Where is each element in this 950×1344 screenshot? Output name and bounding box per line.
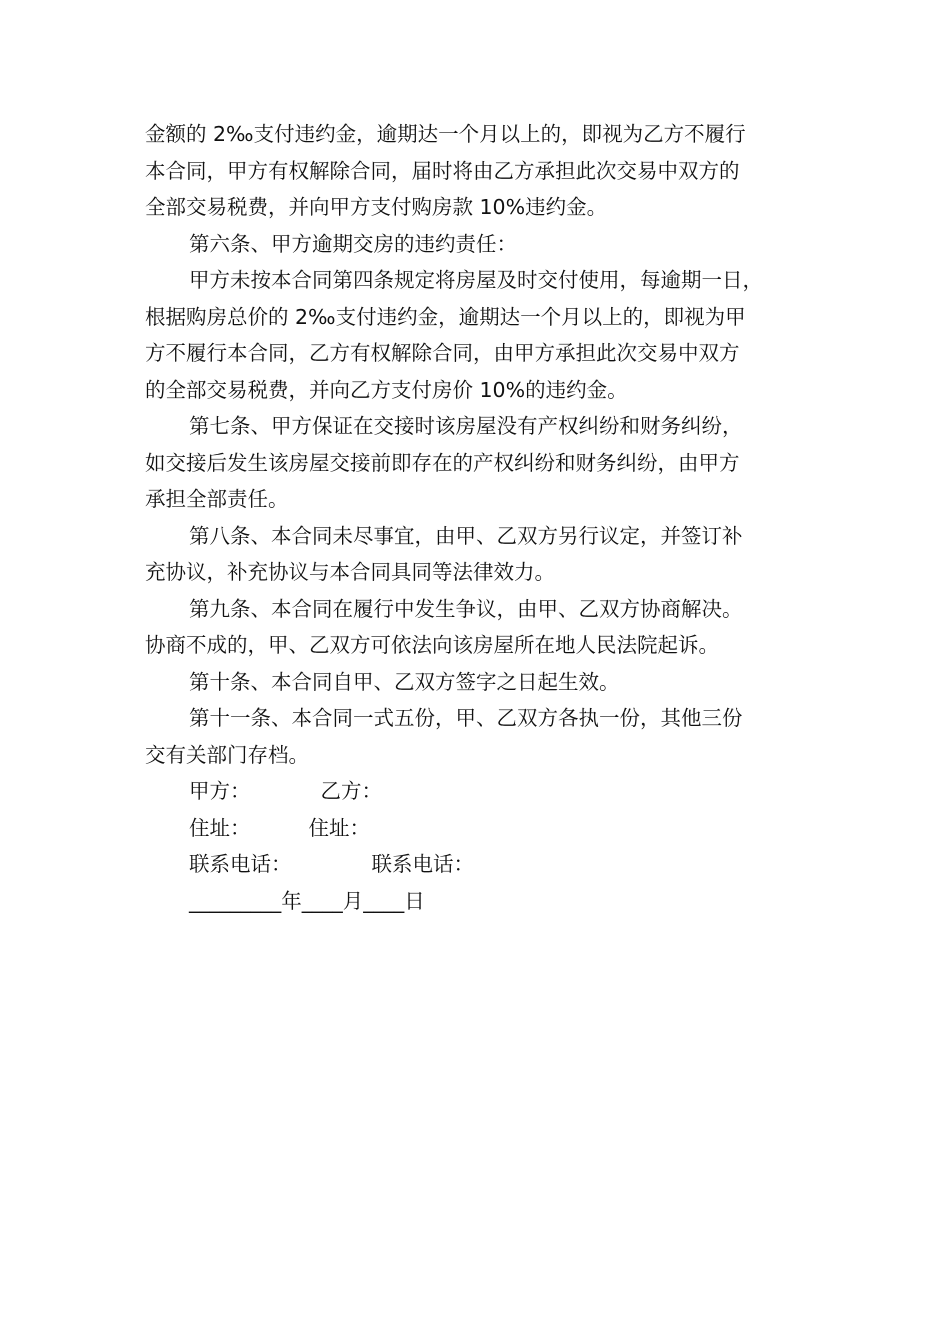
text-line: 协商不成的，甲、乙双方可依法向该房屋所在地人民法院起诉。 — [145, 633, 719, 657]
document-body — [145, 116, 825, 919]
signature-date-row — [145, 883, 825, 920]
party-a-label: 甲方： — [189, 779, 251, 803]
article-9: 第九条、本合同在履行中发生争议，由甲、乙双方协商解决。 — [189, 596, 743, 621]
article-8: 第八条、本合同未尽事宜，由甲、乙双方另行议定，并签订补 — [189, 523, 743, 548]
text-line: 根据购房总价的 2‰支付违约金，逾期达一个月以上的，即视为甲 — [145, 304, 746, 329]
text-line: 承担全部责任。 — [145, 487, 289, 511]
text-line: 甲方未按本合同第四条规定将房屋及时交付使用，每逾期一日， — [189, 268, 763, 292]
text-line: 全部交易税费，并向甲方支付购房款 10%违约金。 — [145, 195, 608, 219]
article-6-heading: 第六条、甲方逾期交房的违约责任： — [189, 231, 517, 256]
article-11: 第十一条、本合同一式五份，甲、乙双方各执一份，其他三份 — [189, 706, 743, 730]
signature-phone-row — [145, 846, 825, 883]
address-b-label: 住址： — [308, 815, 370, 840]
text-line: 的全部交易税费，并向乙方支付房价 10%的违约金。 — [145, 377, 628, 402]
text-line: 交有关部门存档。 — [145, 742, 309, 767]
text-line: 本合同，甲方有权解除合同，届时将由乙方承担此次交易中双方的 — [145, 158, 740, 183]
party-b-label: 乙方： — [320, 779, 382, 803]
article-10: 第十条、本合同自甲、乙双方签字之日起生效。 — [189, 669, 620, 694]
date-line: _________年____月____日 — [189, 888, 425, 913]
text-line: 方不履行本合同，乙方有权解除合同，由甲方承担此次交易中双方 — [145, 341, 740, 365]
address-a-label: 住址： — [189, 815, 251, 840]
text-line: 如交接后发生该房屋交接前即存在的产权纠纷和财务纠纷，由甲方 — [145, 450, 740, 475]
phone-b-label: 联系电话： — [371, 852, 474, 876]
article-7: 第七条、甲方保证在交接时该房屋没有产权纠纷和财务纠纷， — [189, 414, 743, 438]
text-line: 金额的 2‰支付违约金，逾期达一个月以上的，即视为乙方不履行 — [145, 122, 746, 146]
text-line: 充协议，补充协议与本合同具同等法律效力。 — [145, 560, 555, 584]
signature-address-row — [145, 810, 825, 847]
signature-parties-row — [145, 773, 825, 810]
phone-a-label: 联系电话： — [189, 852, 292, 876]
